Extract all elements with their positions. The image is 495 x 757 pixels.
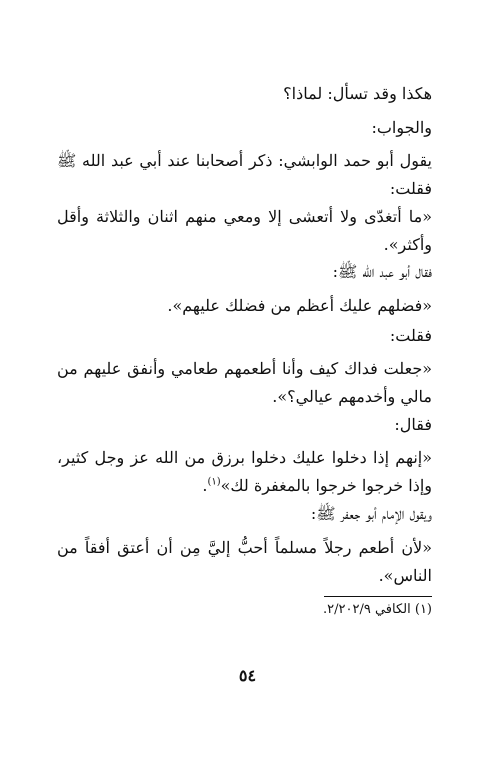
quote-4-end: . [202, 476, 208, 495]
paragraph-narration-4: فقال: [394, 415, 432, 434]
footnote-divider [324, 596, 432, 597]
paragraph-quote-5: «لأن أطعم رجلاً مسلماً أحبُّ إليَّ مِن أن أعتق أفقاً من الناس». [57, 538, 432, 585]
paragraph-quote-4 [57, 444, 432, 500]
paragraph-quote-1: «ما أتغدّى ولا أتعشى إلا ومعي منهم اثنان والثلاثة وأقل وأكثر». [57, 207, 432, 254]
footnote: (١) الكافي ٢/٢٠٢/٩. [323, 602, 432, 617]
paragraph-answer-heading: والجواب: [371, 118, 432, 137]
paragraph-question: هكذا وقد تسأل: لماذا؟ [283, 84, 432, 103]
quote-4-text: «إنهم إذا دخلوا عليك دخلوا برزق من الله عز وجل كثير، وإذا خرجوا خرجوا بالمغفرة لك» [57, 448, 432, 495]
paragraph-quote-3: «جعلت فداك كيف وأنا أطعمهم طعامي وأنفق عليهم من مالي وأخدمهم عيالي؟». [57, 359, 432, 406]
page-number: ٥٤ [238, 666, 257, 685]
paragraph-narration-3: فقلت: [389, 326, 432, 345]
footnote-reference: (١) [207, 476, 221, 488]
paragraph-narration-2: فقال أبو عبد الله ﷺ: [332, 262, 432, 281]
paragraph-narration-1: يقول أبو حمد الوابشي: ذكر أصحابنا عند أبي عبد الله ﷺ فقلت: [57, 151, 432, 198]
paragraph-narration-5: ويقول الإمام أبو جعفر ﷺ: [310, 504, 432, 523]
paragraph-quote-2: «فضلهم عليك أعظم من فضلك عليهم». [167, 296, 432, 315]
